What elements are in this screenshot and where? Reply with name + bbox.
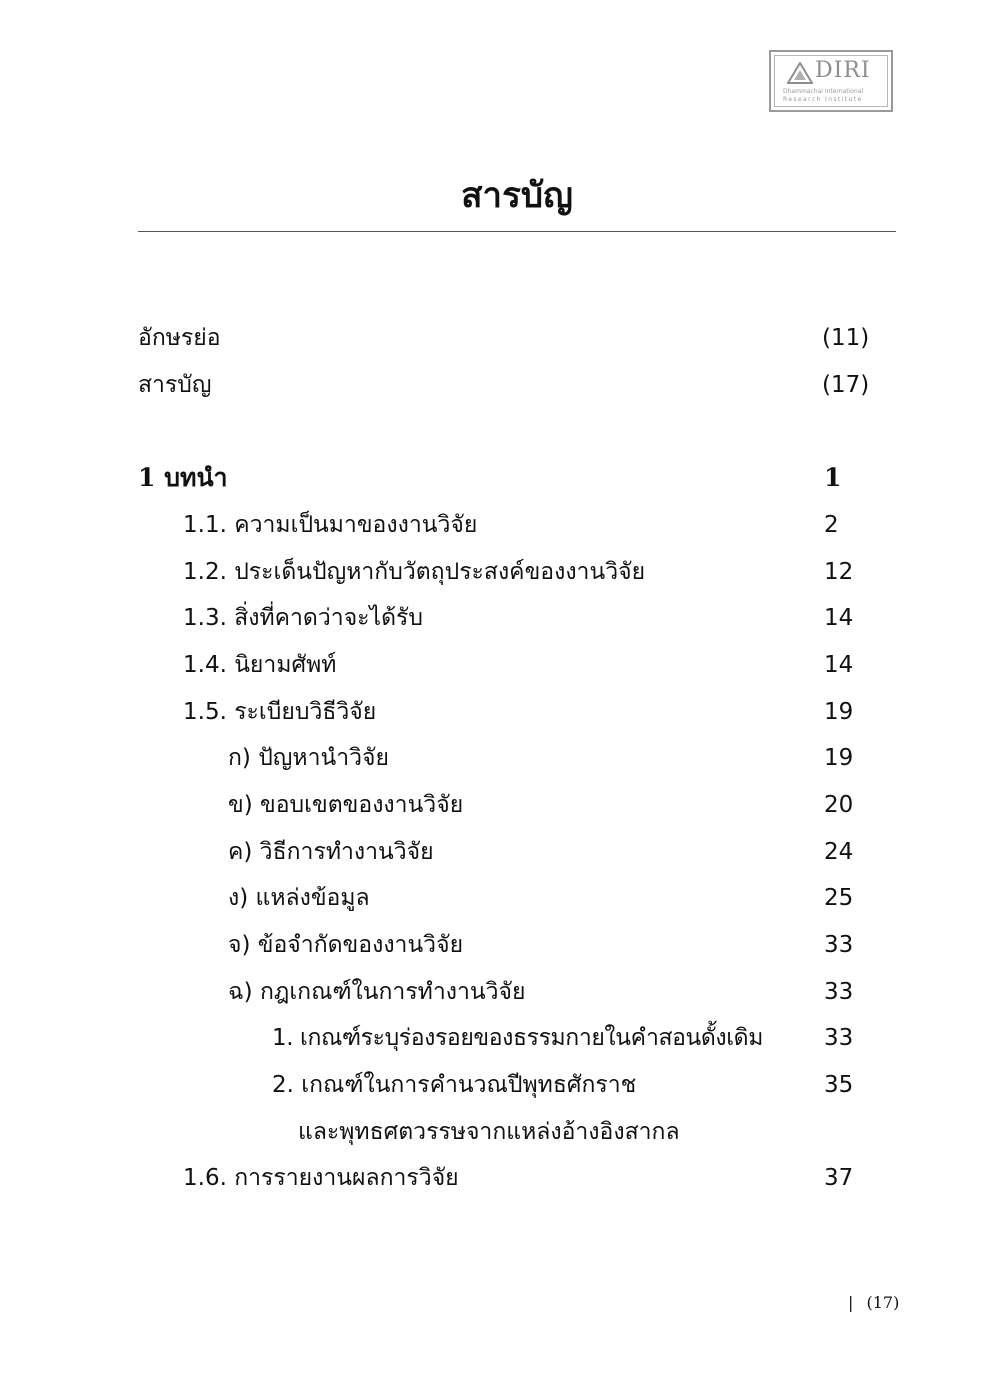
toc-label: 1. เกณฑ์ระบุร่องรอยของธรรมกายในคำสอนดั้งเดิม: [272, 1025, 763, 1051]
triangle-logo-icon: [787, 62, 813, 84]
footer-separator: |: [848, 1293, 854, 1312]
page-footer: [848, 1293, 899, 1312]
toc-label: 1.1. ความเป็นมาของงานวิจัย: [183, 512, 478, 538]
toc-entry: [0, 552, 1000, 592]
toc-label: อักษรย่อ: [138, 325, 221, 351]
toc-entry: [0, 598, 1000, 638]
toc-label: 1.2. ประเด็นปัญหากับวัตถุประสงค์ของงานวิจัย: [183, 559, 646, 585]
title-divider: [138, 231, 896, 232]
toc-entry: [0, 878, 1000, 918]
toc-label: ข) ขอบเขตของงานวิจัย: [228, 792, 464, 818]
toc-label: 1.3. สิ่งที่คาดว่าจะได้รับ: [183, 605, 423, 631]
toc-page: 33: [824, 932, 854, 958]
toc-label: 1.5. ระเบียบวิธีวิจัย: [183, 699, 377, 725]
toc-label: ง) แหล่งข้อมูล: [228, 885, 370, 911]
toc-entry: [0, 645, 1000, 685]
toc-entry-abbreviations: [0, 318, 1000, 358]
toc-label: 1.4. นิยามศัพท์: [183, 652, 337, 678]
diri-logo: [769, 50, 893, 112]
toc-entry-continuation: [0, 1112, 1000, 1152]
toc-entry-contents: [0, 365, 1000, 405]
toc-entry: [0, 1158, 1000, 1198]
toc-page: 19: [824, 699, 854, 725]
toc-page: 1: [824, 463, 842, 492]
toc-label: ก) ปัญหานำวิจัย: [228, 745, 389, 771]
toc-page: 14: [824, 605, 854, 631]
toc-page: (11): [822, 325, 870, 351]
toc-page: 20: [824, 792, 854, 818]
toc-page: 14: [824, 652, 854, 678]
toc-entry: [0, 505, 1000, 545]
toc-label: ค) วิธีการทำงานวิจัย: [228, 839, 434, 865]
toc-page: 33: [824, 979, 854, 1005]
toc-label: สารบัญ: [138, 372, 212, 398]
toc-page: 24: [824, 839, 854, 865]
toc-page: 37: [824, 1165, 854, 1191]
toc-label: 1.6. การรายงานผลการวิจัย: [183, 1165, 459, 1191]
toc-page: 35: [824, 1072, 854, 1098]
footer-page-number: (17): [866, 1293, 900, 1312]
toc-page: 33: [824, 1025, 854, 1051]
toc-page: 2: [824, 512, 839, 538]
logo-wordmark: DIRI: [815, 58, 871, 83]
toc-label: 2. เกณฑ์ในการคำนวณปีพุทธศักราช: [272, 1072, 637, 1098]
toc-label: และพุทธศตวรรษจากแหล่งอ้างอิงสากล: [298, 1119, 680, 1145]
page-title: สารบัญ: [461, 176, 573, 216]
toc-entry-chapter-1: [0, 458, 1000, 498]
toc-entry: [0, 1065, 1000, 1105]
toc-page: 19: [824, 745, 854, 771]
toc-entry: [0, 972, 1000, 1012]
toc-page: (17): [822, 372, 870, 398]
toc-label: 1 บทนำ: [138, 463, 228, 492]
toc-entry: [0, 738, 1000, 778]
toc-entry: [0, 832, 1000, 872]
logo-subtitle-line2: Research Institute: [783, 96, 863, 103]
toc-entry: [0, 1018, 1000, 1058]
toc-label: จ) ข้อจำกัดของงานวิจัย: [228, 932, 464, 958]
toc-page: 25: [824, 885, 854, 911]
toc-page: 12: [824, 559, 854, 585]
logo-subtitle-line1: Dhammachai International: [783, 88, 864, 95]
toc-entry: [0, 925, 1000, 965]
toc-entry: [0, 692, 1000, 732]
toc-label: ฉ) กฎเกณฑ์ในการทำงานวิจัย: [228, 979, 526, 1005]
toc-entry: [0, 785, 1000, 825]
